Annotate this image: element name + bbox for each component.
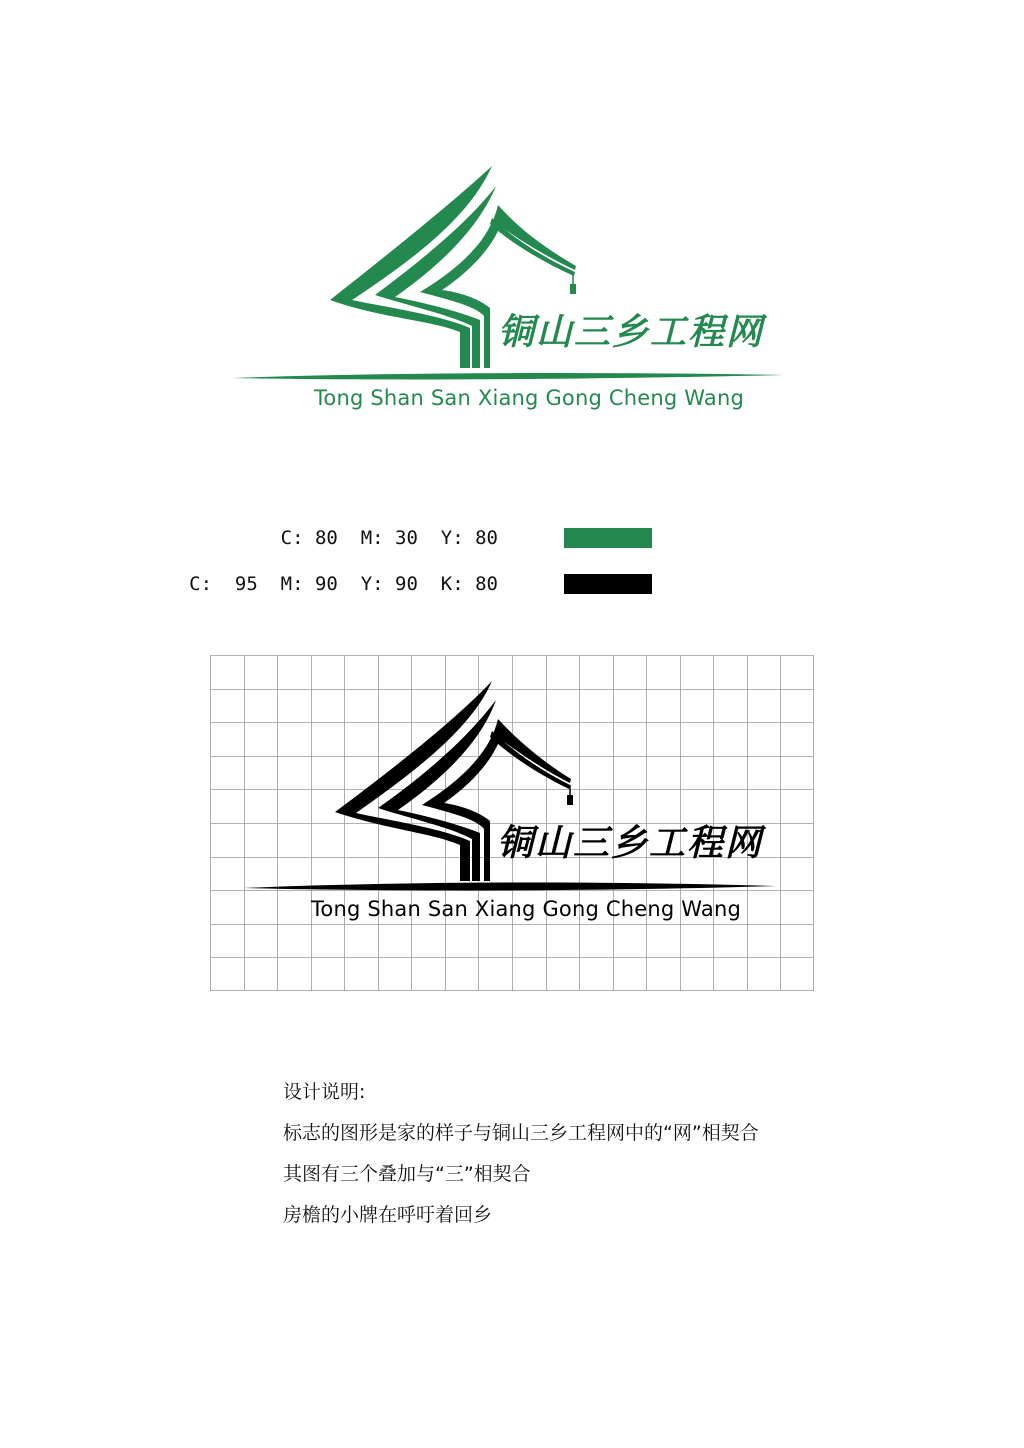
design-note-line: 房檐的小牌在呼吁着回乡 — [283, 1204, 493, 1226]
design-notes-heading: 设计说明: — [283, 1081, 366, 1103]
design-notes — [283, 1078, 903, 1242]
hanging-plaque-icon — [567, 795, 573, 805]
color-swatch-black — [564, 574, 652, 594]
brand-name-pinyin: Tong Shan San Xiang Gong Cheng Wang — [310, 897, 742, 921]
brand-name-pinyin: Tong Shan San Xiang Gong Cheng Wang — [313, 386, 745, 410]
primary-logo — [0, 0, 1024, 430]
color-swatch-green — [564, 528, 652, 548]
mono-logo — [210, 655, 814, 991]
brand-name-chinese: 铜山三乡工程网 — [498, 311, 765, 353]
color-spec-green — [0, 524, 1024, 554]
cmyk-label: C: 95 M: 90 Y: 90 K: 80 — [189, 573, 498, 595]
house-roof-emblem — [0, 0, 1024, 430]
logo-grid-panel — [210, 655, 814, 991]
brand-name-chinese: 铜山三乡工程网 — [497, 822, 764, 864]
cmyk-label: C: 80 M: 30 Y: 80 — [280, 527, 498, 549]
design-note-line: 标志的图形是家的样子与铜山三乡工程网中的“网”相契合 — [283, 1122, 759, 1144]
color-spec-black — [0, 570, 1024, 600]
design-note-line: 其图有三个叠加与“三”相契合 — [283, 1163, 531, 1185]
hanging-plaque-icon — [570, 284, 576, 294]
